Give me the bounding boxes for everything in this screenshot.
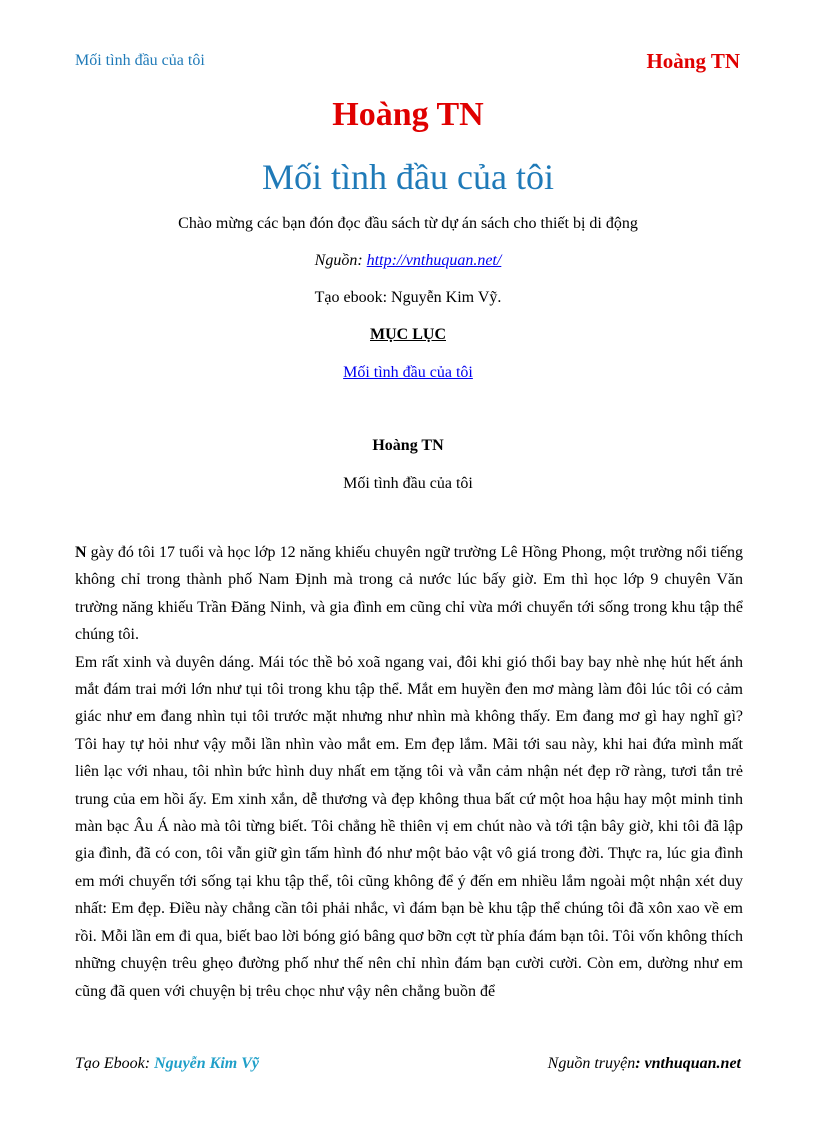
footer-maker <box>75 1055 259 1073</box>
footer-source-label: Nguồn truyện <box>547 1055 636 1072</box>
paragraph: Em rất xinh và duyên dáng. Mái tóc thề bỏ xoã ngang vai, đôi khi gió thổi bay bay nhè nhẹ hút hết ánh mắt đám trai mới lớn như tụi tôi trong khu tập thể. Mắt em huyền đen mơ màng làm đôi lúc tôi có cảm giác như em đang nhìn tụi tôi trước mặt nhưng như nhìn mà không thấy. Em đang mơ gì hay nghĩ gì? Tôi hay tự hỏi như vậy mỗi lần nhìn vào mắt em. Em đẹp lắm. Mãi tới sau này, khi hai đứa mình mất liên lạc với nhau, tôi nhìn bức hình duy nhất em tặng tôi và vẫn cảm nhận nét đẹp rỡ ràng, tươi tắn trẻ trung của em hồi ấy. Em xinh xắn, dễ thương và đẹp không thua bất cứ một hoa hậu hay một minh tinh màn bạc Âu Á nào mà tôi từng biết. Tôi chẳng hề thiên vị em chút nào và tới tận bây giờ, khi tôi đã lập gia đình, đã có con, tôi vẫn giữ gìn tấm hình đó như một bảo vật vô giá trong đời. Thực ra, lúc gia đình em mới chuyển tới sống tại khu tập thể, tôi cũng không để ý đến em nhiều lắm ngoài một nhận xét duy nhất: Em đẹp. Điều này chẳng cần tôi phải nhắc, vì đám bạn bè khu tập thể chúng tôi đã xôn xao về em rồi. Mỗi lần em đi qua, biết bao lời bóng gió bâng quơ bỡn cợt từ phía đám bạn tôi. Tôi vốn không thích những chuyện trêu ghẹo đường phố như thế nên chỉ nhìn đám bạn cười cười. Còn em, dường như em cũng đã quen với chuyện bị trêu chọc như vậy nên chẳng buồn để <box>75 653 743 1000</box>
header-book-title: Mối tình đầu của tôi <box>75 52 205 69</box>
footer-source <box>548 1055 741 1073</box>
footer-sep: : <box>635 1055 645 1072</box>
chapter-body <box>75 539 743 1005</box>
toc-item-link[interactable]: Mối tình đầu của tôi <box>343 364 473 381</box>
footer-maker-label: Tạo Ebook <box>75 1055 145 1072</box>
ebook-maker: Tạo ebook: Nguyễn Kim Vỹ. <box>314 289 502 306</box>
book-author: Hoàng TN <box>332 96 484 133</box>
footer-source-name: vnthuquan.net <box>644 1055 741 1072</box>
paragraph-text: gày đó tôi 17 tuổi và học lớp 12 năng khiếu chuyên ngữ trường Lê Hồng Phong, một trường nổi tiếng không chỉ trong thành phố Nam Định mà trong cả nước lúc bấy giờ. Em thì học lớp 9 chuyên Văn trường năng khiếu Trần Đăng Ninh, và gia đình em cũng chỉ vừa mới chuyển tới sống trong khu tập thể chúng tôi. <box>75 544 743 644</box>
welcome-text: Chào mừng các bạn đón đọc đầu sách từ dự án sách cho thiết bị di động <box>178 215 638 232</box>
footer-maker-name: Nguyễn Kim Vỹ <box>154 1055 259 1072</box>
source-line <box>0 252 816 270</box>
drop-letter: N <box>75 544 87 561</box>
book-title: Mối tình đầu của tôi <box>262 157 554 197</box>
toc-heading: MỤC LỤC <box>370 326 446 343</box>
header-author: Hoàng TN <box>646 49 740 73</box>
chapter-author: Hoàng TN <box>372 437 444 454</box>
paragraph <box>75 539 743 649</box>
source-link[interactable]: http://vnthuquan.net/ <box>366 252 502 269</box>
source-label: Nguồn: <box>314 252 363 269</box>
footer-sep: : <box>144 1055 155 1072</box>
chapter-title: Mối tình đầu của tôi <box>343 475 473 492</box>
